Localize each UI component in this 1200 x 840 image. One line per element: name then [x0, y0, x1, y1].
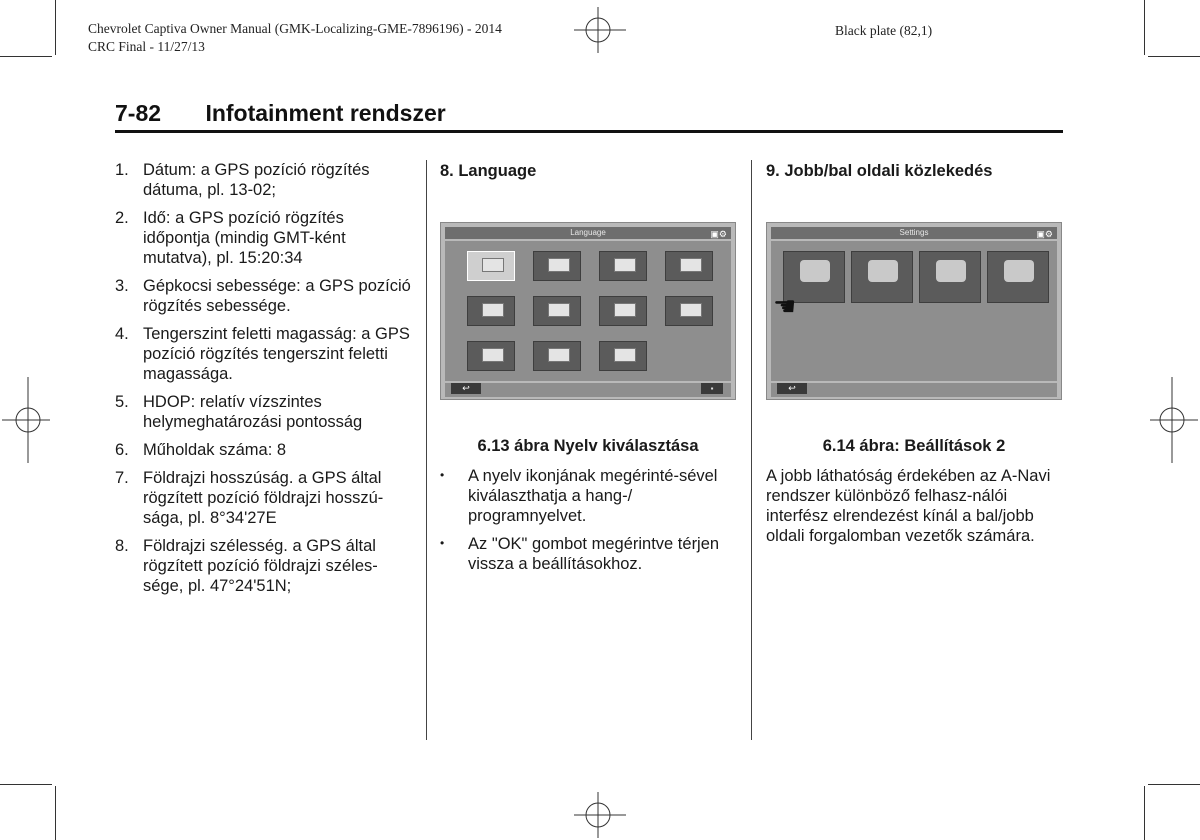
figure-caption: 6.14 ábra: Beállítások 2 — [822, 437, 1006, 455]
screen-title: Settings — [899, 228, 929, 237]
language-tile — [599, 296, 647, 326]
crop-mark — [55, 786, 56, 840]
settings-tile — [851, 251, 913, 303]
list-item: 3. Gépkocsi sebessége: a GPS pozíció rögzítés sebessége. — [115, 277, 411, 315]
settings-tile — [919, 251, 981, 303]
registration-mark-icon — [570, 790, 630, 840]
back-arrow-icon: ↩ — [451, 383, 481, 394]
language-tile — [533, 251, 581, 281]
crop-mark — [1148, 56, 1200, 57]
screen-title: Language — [570, 228, 606, 237]
list-item: 8. Földrajzi szélesség. a GPS által rögzített pozíció földrajzi széles-sége, pl. 47°24'51N; — [115, 537, 378, 595]
settings-grid — [771, 241, 1057, 381]
settings-icon: ▣⚙ — [710, 229, 727, 239]
bullet-item: • Az "OK" gombot megérintve térjen vissza a beállításokhoz. — [440, 535, 720, 573]
list-item: 7. Földrajzi hosszúság. a GPS által rögzített pozíció földrajzi hosszú-sága, pl. 8°34'27E — [115, 469, 384, 527]
language-grid — [445, 241, 731, 381]
language-tile — [533, 341, 581, 371]
figure-caption: 6.13 ábra Nyelv kiválasztása — [477, 437, 699, 455]
crop-mark — [1148, 784, 1200, 785]
registration-mark-icon — [1148, 375, 1200, 465]
bullet-icon: • — [440, 468, 445, 482]
column-divider — [426, 160, 427, 740]
header-line1: Chevrolet Captiva Owner Manual (GMK-Localizing-GME-7896196) - 2014 — [88, 21, 502, 36]
column-divider — [751, 160, 752, 740]
section-heading-traffic-side: 9. Jobb/bal oldali közlekedés — [766, 162, 993, 180]
list-item: 5. HDOP: relatív vízszintes helymeghatározási pontosság — [115, 393, 363, 431]
language-tile — [665, 251, 713, 281]
settings-screen-figure — [766, 222, 1062, 400]
title-rule — [115, 130, 1063, 133]
screen-title-bar — [771, 227, 1057, 239]
page-number: 7-82 — [115, 100, 162, 126]
hand-pointer-icon: ☚ — [773, 291, 797, 321]
page-title — [115, 100, 446, 127]
language-bullets — [440, 466, 740, 582]
screen-footer — [445, 383, 731, 397]
gps-info-list — [115, 160, 415, 604]
language-tile — [599, 251, 647, 281]
language-tile — [467, 251, 515, 281]
language-tile — [665, 296, 713, 326]
language-tile — [533, 296, 581, 326]
header-line2: CRC Final - 11/27/13 — [88, 39, 205, 54]
language-tile — [599, 341, 647, 371]
list-item: 6. Műholdak száma: 8 — [115, 441, 287, 459]
screen-title-bar — [445, 227, 731, 239]
settings-tile — [987, 251, 1049, 303]
list-item: 1. Dátum: a GPS pozíció rögzítés dátuma, pl. 13-02; — [115, 161, 370, 199]
chapter-title: Infotainment rendszer — [205, 100, 446, 126]
settings-icon: ▣⚙ — [1036, 229, 1053, 239]
header-plate: Black plate (82,1) — [835, 23, 933, 38]
bullet-item: • A nyelv ikonjának megérinté-sével kiválaszthatja a hang-/ programnyelvet. — [440, 467, 718, 525]
crop-mark — [1144, 786, 1145, 840]
bullet-icon: • — [440, 536, 445, 550]
crop-mark — [0, 784, 52, 785]
back-arrow-icon: ↩ — [777, 383, 807, 394]
traffic-side-paragraph: A jobb láthatóság érdekében az A-Navi rendszer különböző felhasz-nálói interfész elrendezést kínál a bal/jobb oldali forgalomban vezetők számára. — [766, 467, 1051, 545]
list-item: 2. Idő: a GPS pozíció rögzítés időpontja (mindig GMT-ként mutatva), pl. 15:20:34 — [115, 209, 346, 267]
language-tile — [467, 296, 515, 326]
section-heading-language: 8. Language — [440, 162, 537, 180]
crop-mark — [1144, 0, 1145, 55]
list-item: 4. Tengerszint feletti magasság: a GPS pozíció rögzítés tengerszint feletti magassága. — [115, 325, 410, 383]
ok-icon: ▪ — [701, 383, 723, 394]
crop-mark — [55, 0, 56, 55]
crop-mark — [0, 56, 52, 57]
registration-mark-icon — [570, 5, 630, 55]
language-screen-figure — [440, 222, 736, 400]
language-tile — [467, 341, 515, 371]
registration-mark-icon — [0, 375, 52, 465]
screen-footer — [771, 383, 1057, 397]
header-meta — [88, 20, 502, 56]
